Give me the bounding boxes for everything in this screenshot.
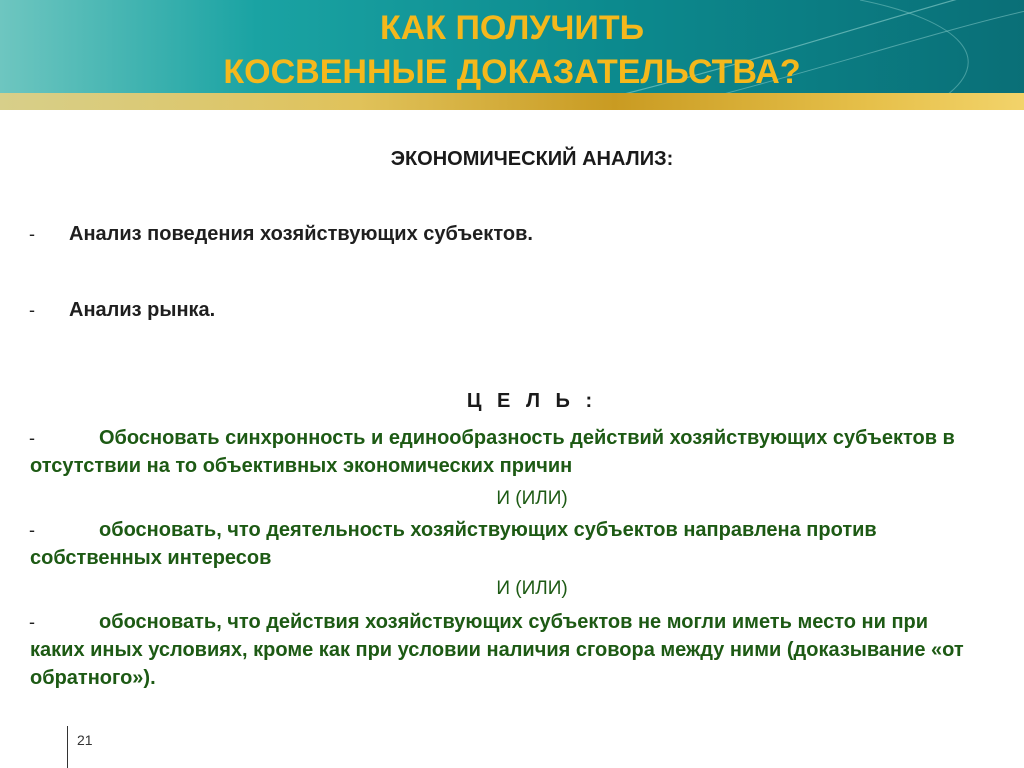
dash-marker: - (29, 224, 35, 244)
dash-marker: - (29, 612, 35, 632)
section-heading: ЭКОНОМИЧЕСКИЙ АНАЛИЗ: (390, 148, 674, 170)
goal-item (0, 608, 1000, 692)
list-item-text: Анализ рынка. (69, 299, 216, 321)
page-number: 21 (77, 732, 93, 748)
goal-item-text: обосновать, что действия хозяйствующих субъектов не могли иметь место ни при каких иных условиях, кроме как при условии наличия сговора между ними (доказывание «от обратного»). (30, 611, 964, 689)
dash-marker: - (29, 300, 35, 320)
header-banner (0, 0, 1024, 110)
list-item-text: Анализ поведения хозяйствующих субъектов. (69, 223, 533, 245)
connector-text: И (ИЛИ) (496, 578, 568, 599)
dash-marker: - (29, 428, 35, 448)
goal-heading: Ц Е Л Ь : (466, 390, 598, 412)
goal-item-text: обосновать, что деятельность хозяйствующих субъектов направлена против собственных интересов (30, 519, 877, 569)
goal-item (0, 516, 1000, 572)
title-line-2: КОСВЕННЫЕ ДОКАЗАТЕЛЬСТВА? (223, 53, 801, 91)
list-item (0, 220, 1000, 248)
footer-divider (67, 726, 68, 768)
goal-item (0, 424, 1000, 480)
page-title (0, 6, 1024, 94)
connector-text: И (ИЛИ) (496, 488, 568, 509)
list-item (0, 296, 1000, 324)
title-line-1: КАК ПОЛУЧИТЬ (379, 9, 645, 47)
dash-marker: - (29, 520, 35, 540)
goal-item-text: Обосновать синхронность и единообразность действий хозяйствующих субъектов в отсутствии на то объективных экономических причин (30, 427, 955, 477)
